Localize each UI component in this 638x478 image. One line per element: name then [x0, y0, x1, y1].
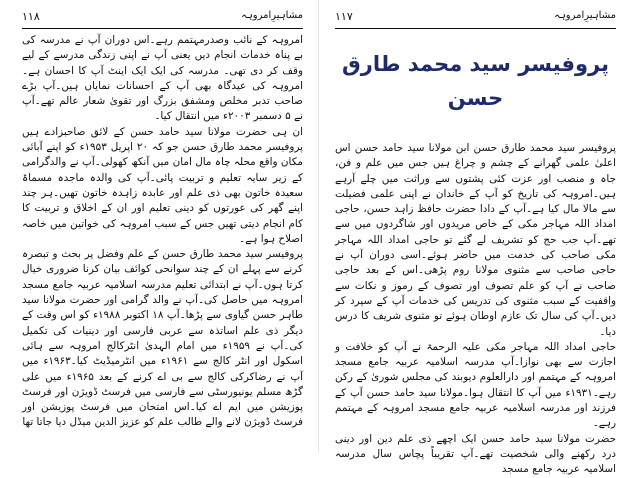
page-number: ۱۱۸: [22, 10, 40, 23]
page-header: [22, 10, 303, 26]
header-rule: [335, 28, 616, 29]
paragraph: حضرت مولانا سید حامد حسن ایک اچھے ذی علم دین اور دینی درد رکھنے والی شخصیت تھے۔آپ تقریباً پچاس سال مدرسہ اسلامیہ عربیہ جامع مسجد: [335, 432, 616, 476]
running-head: مشاہیرِامروہہ: [241, 10, 303, 21]
paragraph: پروفیسر سید محمد طارق حسن ابن مولانا سید حامد حسن اس اعلیٰ علمی گھرانے کے چشم و چراغ ہیں جس میں علم و فن، جاہ و منصب اور عزت کئی پشتوں سے وراثت میں چلے آرہے ہیں۔امروہہ کی تاریخ کو آپ کے خاندان نے اپنی علمی فضیلت سے مالا مال کیا ہے۔آپ کے دادا حضرت حافظ زاہد حسن، حاجی امداد اللہ مہاجر مکی کے خاص مریدوں اور شاگردوں میں سے تھے۔آپ جب حج کو تشریف لے گئے تو حاجی امداد اللہ مہاجر مکی صاحب کی خدمت میں حاضر ہوئے۔اسی دوران آپ نے حاجی صاحب سے مثنوی مولانا روم پڑھی۔اس کے بعد حاجی صاحب نے آپ کو علم تصوف اور تصوف کے رموز و نکات سے واقفیت کے سبب مثنوی کی تدریس کی خدمات آپ کے سپرد کر دیں۔آپ کی سال تک عازم اوطان ہوئے تو مثنوی شریف کا درس دیا۔: [335, 142, 616, 338]
chapter-title: پروفیسر سید محمد طارق حسن: [342, 52, 609, 110]
paragraph: حاجی امداد اللہ مہاجر مکی علیہ الرحمۃ نے آپ کو خلافت و اجازت سے بھی نوازا۔آپ مدرسہ اسلامیہ عربیہ جامع مسجد امروہہ کے مہتمم اور دارالعلوم دیوبند کی مجلس شوریٰ کے رکن رہے۔۱۹۳۱ء میں آپ کا انتقال ہوا۔مولانا سید حامد حسن آپ کے فرزند اور مدرسہ اسلامیہ عربیہ جامع مسجد امروہہ کے مہتمم رہے۔: [335, 340, 616, 430]
paragraph: امروہہ کے نائب وصدرمہتمم رہے۔اس دوران آپ نے مدرسہ کی بے پناہ خدمات انجام دیں یعنی آپ نے اپنی زندگی مدرسے کے لیے وقف کر دی تھی۔ مدرسہ کی ایک ایک اینٹ آپ کا احسان ہے۔امروہہ کی عیدگاہ بھی آپ کے احسانات نمایاں ہیں۔آپ بڑے صاحب تدبر مخلص ومشفق بزرگ اور تقویٰ شعار عالم تھے۔آپ نے ۵ دسمبر ۲۰۰۳ء میں انتقال کیا۔: [22, 34, 303, 123]
page-header: [335, 10, 616, 26]
paragraph: پروفیسر سید محمد طارق حسن کے علم وفضل پر بحث و تبصرہ کرنے سے پہلے ان کے چند سوانحی کوائف بیان کرنا ضروری خیال کرتا ہوں۔آپ نے ابتدائی تعلیم مدرسہ اسلامیہ عربیہ جامع مسجد امروہہ میں حاصل کی۔آپ نے والد گرامی اور حضرت مولانا سید طاہر حسن گیاوی سے پڑھا۔آپ ۱۸ اکتوبر ۱۹۸۸ء کو اس وقت کے دیگر ذی علم اساتذہ سے عربی فارسی اور دینیات کی تکمیل کی۔آپ نے ۱۹۵۹ء میں امام الہدیٰ انٹرکالج امروہہ سے ہائی اسکول اور انٹر کالج سے ۱۹۶۱ء میں انٹرمیڈیٹ کیا۔۱۹۶۳ء میں آپ نے رضاکرکی کالج سے بی اے کرنے کے بعد ۱۹۶۵ء میں علی گڑھ مسلم یونیورسٹی سے فارسی میں فرسٹ ڈویژن اور فرسٹ پوزیشن میں ایم اے کیا۔اس امتحان میں فرسٹ پوزیشن اور فرسٹ ڈویژن لانے والے طالب علم کو عزیز الدین میڈل دیا جاتا تھا: [22, 248, 303, 429]
body-text: [22, 33, 303, 431]
header-rule: [22, 28, 303, 29]
right-page: [319, 0, 638, 476]
page-number: ۱۱۷: [335, 10, 353, 23]
paragraph: ان ہی حضرت مولانا سید حامد حسن کے لائق صاحبزادے ہیں پروفیسر محمد طارق حسن جو کہ ۲۰ اپریل ۱۹۵۳ء کو اپنے آبائی مکان واقع محلہ چاہ مال امان میں آنکھ کھولی۔آپ نے والدگرامی کے زیر سایہ تعلیم و تربیت پائی۔آپ کی والدہ ماجدہ مسماۃ سعیدہ خاتون بھی ذی علم اور عابدہ زاہدہ خاتون تھیں۔ہر چند اپنے گھر کی عورتوں کو دینی تعلیم اور ان کے اخلاق و تربیت کا کام انجام دیتی تھیں جس کے سبب امروہہ کی خواتین میں خاصہ اصلاح ہوا ہے۔: [22, 125, 303, 245]
running-head: مشاہیرِامروہہ: [554, 10, 616, 21]
body-text: [335, 141, 616, 478]
left-page: [0, 0, 319, 452]
